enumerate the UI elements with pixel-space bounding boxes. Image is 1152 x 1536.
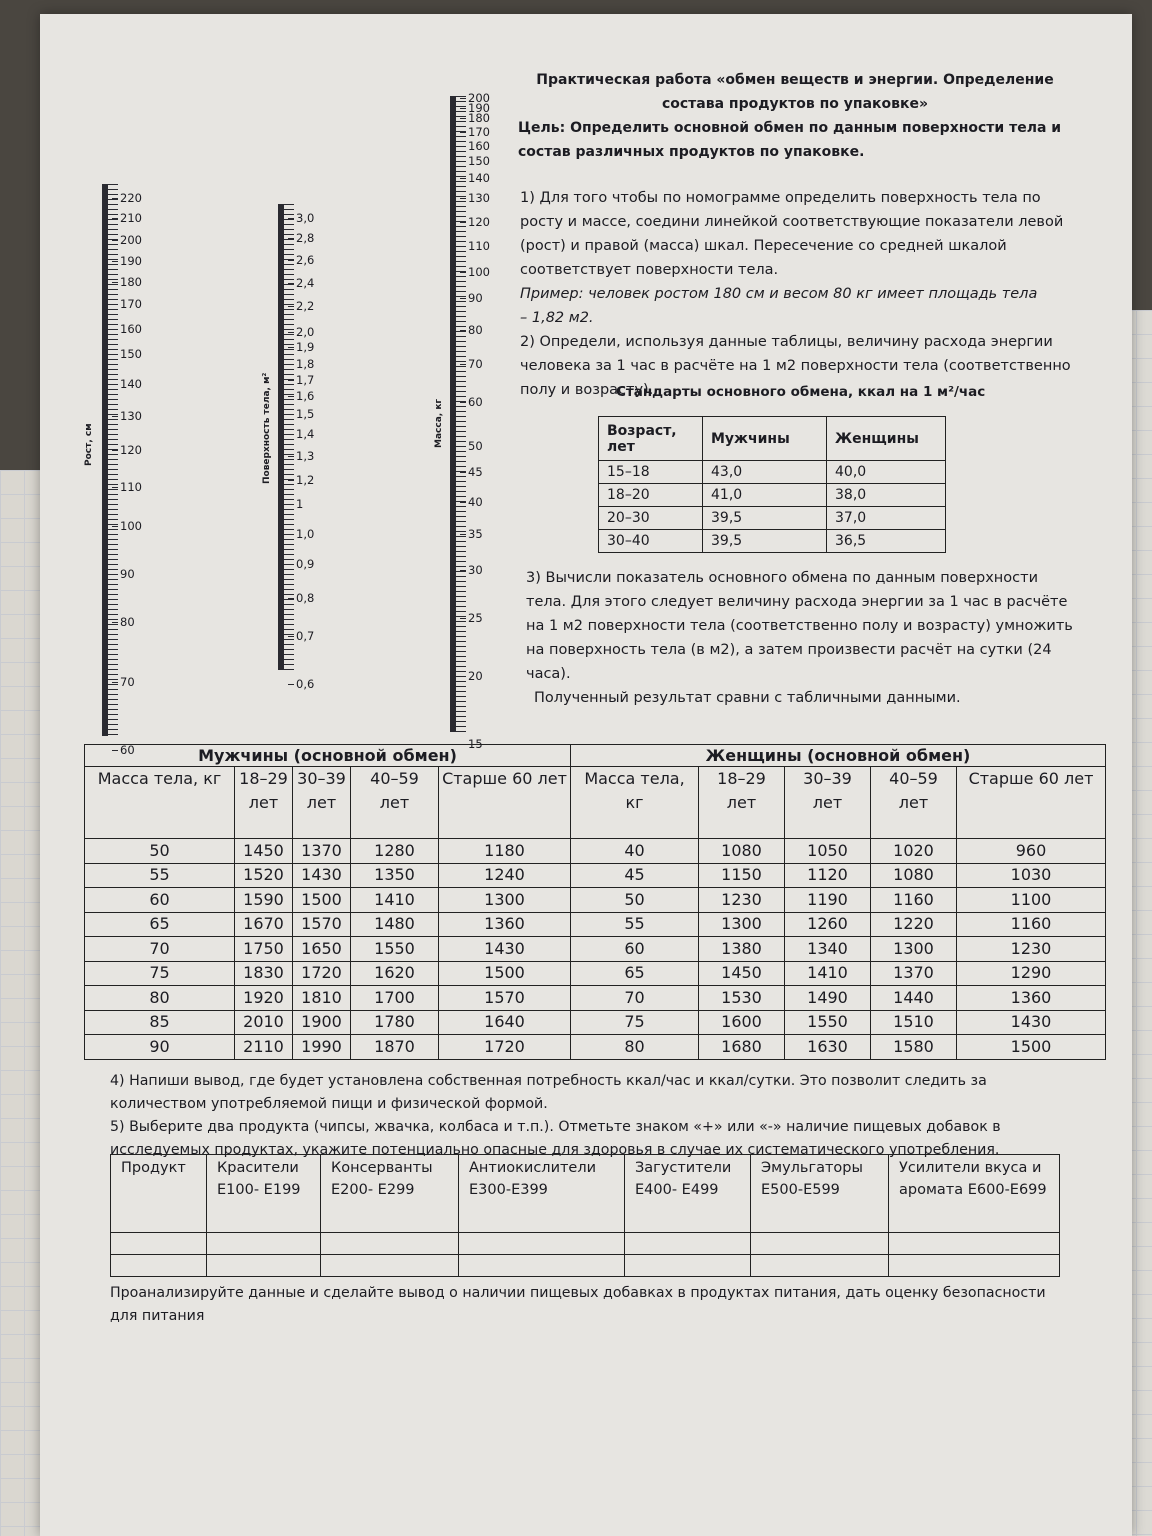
mass-scale-title: Масса, кг xyxy=(434,398,444,448)
women-metab-cell: 1500 xyxy=(957,1035,1106,1060)
cell-e500-2[interactable] xyxy=(751,1255,889,1277)
men-metab-cell: 1410 xyxy=(351,888,439,913)
men-metab-cell: 1780 xyxy=(351,1010,439,1035)
surface-label: 2,6 xyxy=(296,253,315,267)
men-metab-cell: 90 xyxy=(85,1035,235,1060)
women-metab-cell: 1300 xyxy=(699,912,785,937)
std-header-men: Мужчины xyxy=(703,417,827,461)
std-table-cell: 30–40 xyxy=(599,530,703,553)
height-scale-title: Рост, см xyxy=(84,423,94,466)
mass-label: 140 xyxy=(468,171,490,185)
step1-line-3: (рост) и правой (масса) шкал. Пересечение со средней шкалой xyxy=(520,238,1007,254)
height-label: 100 xyxy=(120,519,142,533)
food-additives-table xyxy=(110,1154,1060,1277)
men-metab-cell: 1670 xyxy=(235,912,293,937)
additives-row-1 xyxy=(111,1233,1060,1255)
mass-label: 35 xyxy=(468,527,483,541)
women-metab-cell: 1290 xyxy=(957,961,1106,986)
women-metab-cell: 1410 xyxy=(785,961,871,986)
men-metab-cell: 1900 xyxy=(293,1010,351,1035)
cell-e500-1[interactable] xyxy=(751,1233,889,1255)
cell-e100-1[interactable] xyxy=(207,1233,321,1255)
header-antioxidants: Антиокислители Е300-Е399 xyxy=(459,1155,625,1233)
step2-line-3: полу и возрасту). xyxy=(520,382,654,398)
women-metab-cell: 1370 xyxy=(871,961,957,986)
surface-label: 1,2 xyxy=(296,473,315,487)
women-metab-cell: 1300 xyxy=(871,937,957,962)
step3-line-1: 3) Вычисли показатель основного обмена по данным поверхности xyxy=(526,570,1038,586)
men-metab-cell: 2110 xyxy=(235,1035,293,1060)
step3-line-2: тела. Для этого следует величину расхода энергии за 1 час в расчёте xyxy=(526,594,1068,610)
women-header-40-59: 40–59 лет xyxy=(871,767,957,839)
height-label: 210 xyxy=(120,211,142,225)
surface-label: 1,4 xyxy=(296,427,315,441)
height-scale xyxy=(102,184,162,757)
std-header-age: Возраст, лет xyxy=(599,417,703,461)
surface-label: 2,2 xyxy=(296,299,315,313)
men-metab-cell: 2010 xyxy=(235,1010,293,1035)
step2-line-1: 2) Определи, используя данные таблицы, величину расхода энергии xyxy=(520,334,1053,350)
std-table-cell: 36,5 xyxy=(827,530,946,553)
std-table-cell: 15–18 xyxy=(599,461,703,484)
men-metab-cell: 1920 xyxy=(235,986,293,1011)
std-table-header-row xyxy=(599,417,946,461)
men-metab-cell: 1720 xyxy=(293,961,351,986)
women-group-title: Женщины (основной обмен) xyxy=(571,745,1106,767)
mass-scale-ticks xyxy=(456,96,466,732)
women-metab-cell: 1630 xyxy=(785,1035,871,1060)
metab-table-row xyxy=(85,863,1106,888)
metab-table-row xyxy=(85,839,1106,864)
women-metab-cell: 55 xyxy=(571,912,699,937)
men-metab-cell: 1570 xyxy=(293,912,351,937)
metab-group-row xyxy=(85,745,1106,767)
men-metab-cell: 1300 xyxy=(439,888,571,913)
men-metab-cell: 1590 xyxy=(235,888,293,913)
title-line-1: Практическая работа «обмен веществ и энергии. Определение xyxy=(536,72,1054,88)
mass-label: 45 xyxy=(468,465,483,479)
men-metab-cell: 1500 xyxy=(293,888,351,913)
surface-label: 1,8 xyxy=(296,357,315,371)
men-metab-cell: 1370 xyxy=(293,839,351,864)
header-thickeners: Загустители Е400- Е499 xyxy=(625,1155,751,1233)
women-metab-cell: 1490 xyxy=(785,986,871,1011)
mass-label: 200 xyxy=(468,91,490,105)
example-line-1: Пример: человек ростом 180 см и весом 80 кг имеет площадь тела xyxy=(520,286,1038,302)
height-label: 200 xyxy=(120,233,142,247)
step5-line-1: 5) Выберите два продукта (чипсы, жвачка, колбаса и т.п.). Отметьте знаком «+» или «-» наличие пищевых добавок в xyxy=(110,1119,1001,1135)
mass-label: 110 xyxy=(468,239,490,253)
step3-line-3: на 1 м2 поверхности тела (соответственно полу и возрасту) умножить xyxy=(526,618,1073,634)
mass-label: 160 xyxy=(468,139,490,153)
women-metab-cell: 1020 xyxy=(871,839,957,864)
women-metab-cell: 60 xyxy=(571,937,699,962)
height-scale-ticks xyxy=(108,184,118,736)
men-metab-cell: 50 xyxy=(85,839,235,864)
men-metab-cell: 75 xyxy=(85,961,235,986)
women-metab-cell: 1080 xyxy=(699,839,785,864)
header-flavor-enhancers: Усилители вкуса и аромата Е600-Е699 xyxy=(889,1155,1060,1233)
men-metab-cell: 1870 xyxy=(351,1035,439,1060)
women-header-mass: Масса тела, кг xyxy=(571,767,699,839)
metab-table-row xyxy=(85,1010,1106,1035)
men-metab-cell: 1350 xyxy=(351,863,439,888)
women-metab-cell: 1220 xyxy=(871,912,957,937)
header-emulsifiers: Эмульгаторы Е500-Е599 xyxy=(751,1155,889,1233)
step4-line-1: 4) Напиши вывод, где будет установлена собственная потребность ккал/час и ккал/сутки. Это позволит следить за xyxy=(110,1073,987,1089)
mass-label: 130 xyxy=(468,191,490,205)
women-metab-cell: 75 xyxy=(571,1010,699,1035)
mass-label: 120 xyxy=(468,215,490,229)
surface-label: 1,5 xyxy=(296,407,315,421)
final-line-2: для питания xyxy=(110,1308,205,1324)
header-product: Продукт xyxy=(111,1155,207,1233)
height-label: 180 xyxy=(120,275,142,289)
cell-e600-2[interactable] xyxy=(889,1255,1060,1277)
mass-label: 90 xyxy=(468,291,483,305)
cell-e300-1[interactable] xyxy=(459,1233,625,1255)
std-table-cell: 38,0 xyxy=(827,484,946,507)
mass-label: 180 xyxy=(468,111,490,125)
women-metab-cell: 1080 xyxy=(871,863,957,888)
men-metab-cell: 60 xyxy=(85,888,235,913)
men-metab-cell: 1520 xyxy=(235,863,293,888)
mass-label: 150 xyxy=(468,154,490,168)
height-label: 140 xyxy=(120,377,142,391)
step3-line-6: Полученный результат сравни с табличными данными. xyxy=(534,690,961,706)
height-label: 60 xyxy=(120,743,135,757)
women-metab-cell: 1230 xyxy=(957,937,1106,962)
std-table-cell: 18–20 xyxy=(599,484,703,507)
cell-e400-2[interactable] xyxy=(625,1255,751,1277)
women-metab-cell: 1120 xyxy=(785,863,871,888)
step1-line-2: росту и массе, соедини линейкой соответствующие показатели левой xyxy=(520,214,1064,230)
mass-label: 15 xyxy=(468,737,483,751)
men-metab-cell: 1810 xyxy=(293,986,351,1011)
men-metab-cell: 1240 xyxy=(439,863,571,888)
surface-label: 0,8 xyxy=(296,591,315,605)
men-metab-cell: 1830 xyxy=(235,961,293,986)
title-line-2: состава продуктов по упаковке» xyxy=(661,96,929,112)
height-label: 160 xyxy=(120,322,142,336)
men-metab-cell: 1570 xyxy=(439,986,571,1011)
step4-line-2: количеством употребляемой пищи и физической формой. xyxy=(110,1096,548,1112)
header-preservatives: Консерванты Е200- Е299 xyxy=(321,1155,459,1233)
men-metab-cell: 1650 xyxy=(293,937,351,962)
women-metab-cell: 50 xyxy=(571,888,699,913)
metab-table-row xyxy=(85,1035,1106,1060)
men-metab-cell: 1620 xyxy=(351,961,439,986)
height-label: 130 xyxy=(120,409,142,423)
men-header-60plus: Старше 60 лет xyxy=(439,767,571,839)
men-metab-cell: 1750 xyxy=(235,937,293,962)
metab-header-row xyxy=(85,767,1106,839)
step1-line-4: соответствует поверхности тела. xyxy=(520,262,779,278)
surface-label: 2,4 xyxy=(296,276,315,290)
cell-e200-1[interactable] xyxy=(321,1233,459,1255)
surface-label: 1,6 xyxy=(296,389,315,403)
men-header-40-59: 40–59 лет xyxy=(351,767,439,839)
women-metab-cell: 70 xyxy=(571,986,699,1011)
surface-label: 1,3 xyxy=(296,449,315,463)
mass-label: 40 xyxy=(468,495,483,509)
page-title xyxy=(510,68,1080,116)
std-table-cell: 41,0 xyxy=(703,484,827,507)
women-metab-cell: 1150 xyxy=(699,863,785,888)
surface-label: 2,8 xyxy=(296,231,315,245)
mass-label: 20 xyxy=(468,669,483,683)
cell-e200-2[interactable] xyxy=(321,1255,459,1277)
surface-scale xyxy=(278,204,338,691)
std-table-cell: 39,5 xyxy=(703,530,827,553)
men-metab-cell: 1430 xyxy=(293,863,351,888)
step1-text xyxy=(520,186,1110,402)
women-metab-cell: 1440 xyxy=(871,986,957,1011)
cell-e400-1[interactable] xyxy=(625,1233,751,1255)
height-label: 120 xyxy=(120,443,142,457)
men-metab-cell: 1500 xyxy=(439,961,571,986)
women-metab-cell: 65 xyxy=(571,961,699,986)
mass-label: 100 xyxy=(468,265,490,279)
men-metab-cell: 1180 xyxy=(439,839,571,864)
women-metab-cell: 40 xyxy=(571,839,699,864)
surface-scale-title: Поверхность тела, м² xyxy=(262,372,272,484)
surface-label: 3,0 xyxy=(296,211,315,225)
women-metab-cell: 1550 xyxy=(785,1010,871,1035)
women-metab-cell: 1030 xyxy=(957,863,1106,888)
surface-label: 0,6 xyxy=(296,677,315,691)
men-metab-cell: 70 xyxy=(85,937,235,962)
aim-line-2: состав различных продуктов по упаковке. xyxy=(518,144,865,160)
women-metab-cell: 1680 xyxy=(699,1035,785,1060)
women-metab-cell: 1510 xyxy=(871,1010,957,1035)
mass-label: 25 xyxy=(468,611,483,625)
surface-label: 1 xyxy=(296,497,304,511)
height-label: 150 xyxy=(120,347,142,361)
height-label: 170 xyxy=(120,297,142,311)
women-metab-cell: 1160 xyxy=(957,912,1106,937)
height-label: 70 xyxy=(120,675,135,689)
women-metab-cell: 1600 xyxy=(699,1010,785,1035)
mass-label: 50 xyxy=(468,439,483,453)
aim-text xyxy=(518,116,1108,164)
women-metab-cell: 1380 xyxy=(699,937,785,962)
men-metab-cell: 1480 xyxy=(351,912,439,937)
step4-5-text xyxy=(110,1070,1120,1162)
step2-line-2: человека за 1 час в расчёте на 1 м2 поверхности тела (соответственно xyxy=(520,358,1071,374)
men-header-18-29: 18–29 лет xyxy=(235,767,293,839)
height-label: 80 xyxy=(120,615,135,629)
additives-header-row xyxy=(111,1155,1060,1233)
std-table-cell: 20–30 xyxy=(599,507,703,530)
women-metab-cell: 1530 xyxy=(699,986,785,1011)
women-metab-cell: 1230 xyxy=(699,888,785,913)
step5-line-2: исследуемых продуктах, укажите потенциально опасные для здоровья в случае их систематического употребления. xyxy=(110,1142,1000,1158)
std-table-row xyxy=(599,530,946,553)
men-group-title: Мужчины (основной обмен) xyxy=(85,745,571,767)
mass-scale xyxy=(450,91,510,751)
men-metab-cell: 1450 xyxy=(235,839,293,864)
final-line-1: Проанализируйте данные и сделайте вывод о наличии пищевых добавках в продуктах питания, дать оценку безопасности xyxy=(110,1285,1046,1301)
men-metab-cell: 1430 xyxy=(439,937,571,962)
metab-table-row xyxy=(85,912,1106,937)
women-metab-cell: 960 xyxy=(957,839,1106,864)
women-metab-cell: 1190 xyxy=(785,888,871,913)
step3-line-5: часа). xyxy=(526,666,571,682)
surface-scale-ticks xyxy=(284,204,294,670)
step3-text xyxy=(526,566,1106,710)
men-metab-cell: 1550 xyxy=(351,937,439,962)
men-metab-cell: 1990 xyxy=(293,1035,351,1060)
height-label: 190 xyxy=(120,254,142,268)
cell-product-1[interactable] xyxy=(111,1233,207,1255)
header-colorants: Красители Е100- Е199 xyxy=(207,1155,321,1233)
worksheet-paper xyxy=(40,14,1132,1536)
women-metab-cell: 1360 xyxy=(957,986,1106,1011)
final-instruction xyxy=(110,1282,1120,1328)
women-metab-cell: 1430 xyxy=(957,1010,1106,1035)
metab-table-row xyxy=(85,986,1106,1011)
metab-table-row xyxy=(85,961,1106,986)
aim-line-1: Цель: Определить основной обмен по данным поверхности тела и xyxy=(518,120,1062,136)
women-header-60plus: Старше 60 лет xyxy=(957,767,1106,839)
surface-label: 0,9 xyxy=(296,557,315,571)
surface-label: 1,0 xyxy=(296,527,315,541)
women-metab-cell: 1580 xyxy=(871,1035,957,1060)
surface-label: 2,0 xyxy=(296,325,315,339)
men-header-mass: Масса тела, кг xyxy=(85,767,235,839)
mass-label: 30 xyxy=(468,563,483,577)
step1-line-1: 1) Для того чтобы по номограмме определить поверхность тела по xyxy=(520,190,1041,206)
men-metab-cell: 1720 xyxy=(439,1035,571,1060)
women-header-18-29: 18–29 лет xyxy=(699,767,785,839)
mass-label: 170 xyxy=(468,125,490,139)
women-metab-cell: 1100 xyxy=(957,888,1106,913)
std-table-caption: Стандарты основного обмена, ккал на 1 м²/час xyxy=(616,384,986,400)
men-metab-cell: 65 xyxy=(85,912,235,937)
mass-label: 190 xyxy=(468,101,490,115)
std-table-cell: 39,5 xyxy=(703,507,827,530)
example-line-2: – 1,82 м2. xyxy=(520,310,594,326)
men-metab-cell: 1640 xyxy=(439,1010,571,1035)
std-table-row xyxy=(599,507,946,530)
women-header-30-39: 30–39 лет xyxy=(785,767,871,839)
std-table-cell: 43,0 xyxy=(703,461,827,484)
women-metab-cell: 80 xyxy=(571,1035,699,1060)
additives-row-2 xyxy=(111,1255,1060,1277)
cell-e100-2[interactable] xyxy=(207,1255,321,1277)
men-metab-cell: 1280 xyxy=(351,839,439,864)
women-metab-cell: 45 xyxy=(571,863,699,888)
cell-e600-1[interactable] xyxy=(889,1233,1060,1255)
metab-table-row xyxy=(85,888,1106,913)
women-metab-cell: 1260 xyxy=(785,912,871,937)
mass-label: 60 xyxy=(468,395,483,409)
cell-e300-2[interactable] xyxy=(459,1255,625,1277)
men-metab-cell: 1700 xyxy=(351,986,439,1011)
std-header-women: Женщины xyxy=(827,417,946,461)
basal-metabolism-table xyxy=(84,744,1106,1060)
men-metab-cell: 55 xyxy=(85,863,235,888)
surface-label: 0,7 xyxy=(296,629,315,643)
women-metab-cell: 1340 xyxy=(785,937,871,962)
mass-label: 70 xyxy=(468,357,483,371)
std-table-row xyxy=(599,461,946,484)
surface-label: 1,9 xyxy=(296,340,315,354)
men-header-30-39: 30–39 лет xyxy=(293,767,351,839)
mass-label: 80 xyxy=(468,323,483,337)
surface-label: 1,7 xyxy=(296,373,315,387)
women-metab-cell: 1160 xyxy=(871,888,957,913)
metab-table-row xyxy=(85,937,1106,962)
men-metab-cell: 1360 xyxy=(439,912,571,937)
height-label: 220 xyxy=(120,191,142,205)
women-metab-cell: 1050 xyxy=(785,839,871,864)
std-metabolism-table xyxy=(598,416,946,553)
men-metab-cell: 85 xyxy=(85,1010,235,1035)
height-label: 110 xyxy=(120,480,142,494)
std-table-cell: 37,0 xyxy=(827,507,946,530)
std-table-row xyxy=(599,484,946,507)
women-metab-cell: 1450 xyxy=(699,961,785,986)
height-label: 90 xyxy=(120,567,135,581)
std-table-cell: 40,0 xyxy=(827,461,946,484)
men-metab-cell: 80 xyxy=(85,986,235,1011)
cell-product-2[interactable] xyxy=(111,1255,207,1277)
step3-line-4: на поверхность тела (в м2), а затем произвести расчёт на сутки (24 xyxy=(526,642,1052,658)
